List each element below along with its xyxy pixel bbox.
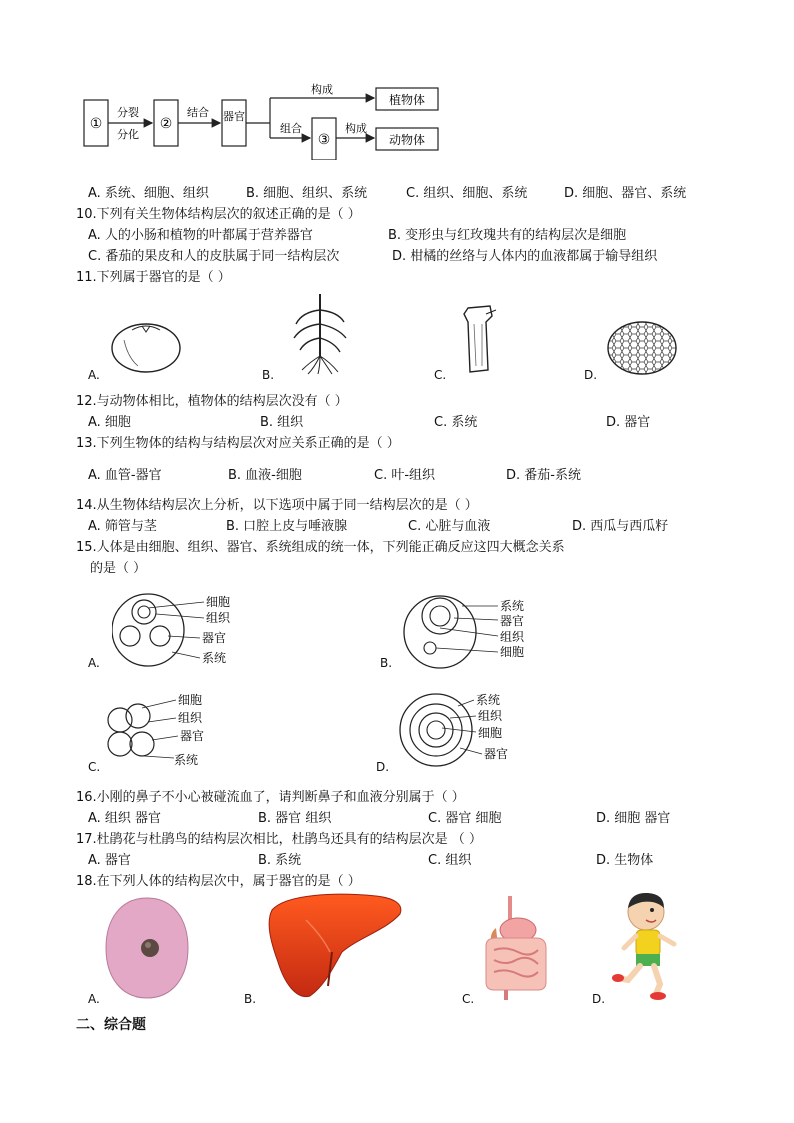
diagram-c-cell: 细胞 xyxy=(178,693,203,707)
flow-edge-combine: 组合 xyxy=(280,122,302,135)
diagram-b-tissue: 组织 xyxy=(500,630,525,644)
q13-option-b[interactable]: B. 血液-细胞 xyxy=(228,468,302,483)
q17-option-b[interactable]: B. 系统 xyxy=(258,853,302,868)
flow-edge-top: 构成 xyxy=(311,83,333,96)
flow-box-1-label: ① xyxy=(89,116,103,132)
tomato-outline-icon xyxy=(108,318,184,374)
q11-label-c[interactable]: C. xyxy=(434,368,447,382)
section-2-heading: 二、综合题 xyxy=(76,1017,146,1033)
concept-diagram-d xyxy=(398,692,528,772)
q9-option-c[interactable]: C. 组织、细胞、系统 xyxy=(406,186,528,201)
diagram-c-organ: 器官 xyxy=(180,729,205,743)
concept-diagram-a xyxy=(112,590,272,672)
q16-stem: 16.小刚的鼻子不小心被碰流血了，请判断鼻子和血液分别属于（ ） xyxy=(76,790,465,805)
concept-diagram-c xyxy=(104,690,234,772)
cell-pink-icon xyxy=(104,896,190,1000)
liver-organ-icon xyxy=(266,890,406,1004)
q10-stem: 10.下列有关生物体结构层次的叙述正确的是（ ） xyxy=(76,207,361,222)
diagram-a-organ: 器官 xyxy=(202,631,227,645)
concept-diagram-b xyxy=(402,594,542,674)
q17-option-d[interactable]: D. 生物体 xyxy=(596,853,654,868)
plant-seedling-icon xyxy=(288,290,352,376)
q10-option-a[interactable]: A. 人的小肠和植物的叶都属于营养器官 xyxy=(88,228,313,243)
q14-option-b[interactable]: B. 口腔上皮与唾液腺 xyxy=(226,519,348,534)
q15-label-b[interactable]: B. xyxy=(380,656,393,670)
q15-label-c[interactable]: C. xyxy=(88,760,101,774)
q15-label-a[interactable]: A. xyxy=(88,656,100,670)
q15-stem-line2: 的是（ ） xyxy=(90,561,147,576)
q13-option-a[interactable]: A. 血管-器官 xyxy=(88,468,162,483)
flow-box-organ xyxy=(222,100,246,146)
q12-option-c[interactable]: C. 系统 xyxy=(434,415,478,430)
q17-stem: 17.杜鹃花与杜鹃鸟的结构层次相比，杜鹃鸟还具有的结构层次是 （ ） xyxy=(76,832,482,847)
flow-box-organ-label xyxy=(223,109,245,123)
q16-option-b[interactable]: B. 器官 组织 xyxy=(258,811,332,826)
diagram-b-cell: 细胞 xyxy=(500,645,525,659)
q9-option-d[interactable]: D. 细胞、器官、系统 xyxy=(564,186,687,201)
stem-section-icon xyxy=(456,300,502,376)
q17-option-c[interactable]: C. 组织 xyxy=(428,853,472,868)
q12-option-a[interactable]: A. 细胞 xyxy=(88,415,131,430)
flow-edge2: 结合 xyxy=(187,106,209,119)
q10-option-b[interactable]: B. 变形虫与红玫瑰共有的结构层次是细胞 xyxy=(388,228,627,243)
q13-option-d[interactable]: D. 番茄-系统 xyxy=(506,468,581,483)
q14-option-a[interactable]: A. 筛管与茎 xyxy=(88,519,157,534)
diagram-d-organ: 器官 xyxy=(484,747,509,761)
flow-plant-label: 植物体 xyxy=(388,93,426,107)
flow-animal-label: 动物体 xyxy=(388,133,426,147)
cell-tissue-icon xyxy=(606,320,678,376)
q15-label-d[interactable]: D. xyxy=(376,760,390,774)
structure-flow-diagram xyxy=(78,80,458,160)
q18-label-d[interactable]: D. xyxy=(592,992,606,1006)
q14-option-c[interactable]: C. 心脏与血液 xyxy=(408,519,491,534)
diagram-c-tissue: 组织 xyxy=(178,711,203,725)
q9-option-b[interactable]: B. 细胞、组织、系统 xyxy=(246,186,368,201)
diagram-d-system: 系统 xyxy=(476,693,501,707)
q18-stem: 18.在下列人体的结构层次中，属于器官的是（ ） xyxy=(76,874,361,889)
q11-label-d[interactable]: D. xyxy=(584,368,598,382)
running-boy-icon xyxy=(612,890,686,1002)
diagram-a-tissue: 组织 xyxy=(206,611,231,625)
q13-option-c[interactable]: C. 叶-组织 xyxy=(374,468,436,483)
q12-option-b[interactable]: B. 组织 xyxy=(260,415,304,430)
q12-stem: 12.与动物体相比，植物体的结构层次没有（ ） xyxy=(76,394,348,409)
q11-label-a[interactable]: A. xyxy=(88,368,100,382)
q14-stem: 14.从生物体结构层次上分析，以下选项中属于同一结构层次的是（ ） xyxy=(76,498,478,513)
q11-stem: 11.下列属于器官的是（ ） xyxy=(76,270,231,285)
diagram-d-tissue: 组织 xyxy=(478,709,503,723)
diagram-b-system: 系统 xyxy=(500,599,525,613)
q12-option-d[interactable]: D. 器官 xyxy=(606,415,651,430)
q18-label-b[interactable]: B. xyxy=(244,992,257,1006)
flow-box-2-label: ② xyxy=(159,116,173,132)
diagram-d-cell: 细胞 xyxy=(478,726,503,740)
diagram-b-organ: 器官 xyxy=(500,614,525,628)
diagram-a-cell: 细胞 xyxy=(206,595,231,609)
q16-option-c[interactable]: C. 器官 细胞 xyxy=(428,811,502,826)
flow-edge1-top: 分裂 xyxy=(117,106,139,119)
diagram-c-system: 系统 xyxy=(174,753,199,767)
q18-label-c[interactable]: C. xyxy=(462,992,475,1006)
flow-box-3-label: ③ xyxy=(317,132,331,148)
flow-edge1-bottom: 分化 xyxy=(117,128,139,141)
q16-option-a[interactable]: A. 组织 器官 xyxy=(88,811,162,826)
q16-option-d[interactable]: D. 细胞 器官 xyxy=(596,811,671,826)
q18-label-a[interactable]: A. xyxy=(88,992,100,1006)
q14-option-d[interactable]: D. 西瓜与西瓜籽 xyxy=(572,519,669,534)
flow-edge-bottom: 构成 xyxy=(345,122,367,135)
q10-option-c[interactable]: C. 番茄的果皮和人的皮肤属于同一结构层次 xyxy=(88,249,340,264)
digestive-system-icon xyxy=(476,894,554,1002)
q13-stem: 13.下列生物体的结构与结构层次对应关系正确的是（ ） xyxy=(76,436,400,451)
q15-stem-line1: 15.人体是由细胞、组织、器官、系统组成的统一体，下列能正确反应这四大概念关系 xyxy=(76,540,565,555)
diagram-a-system: 系统 xyxy=(202,651,227,665)
q9-option-a[interactable]: A. 系统、细胞、组织 xyxy=(88,186,209,201)
q10-option-d[interactable]: D. 柑橘的丝络与人体内的血液都属于输导组织 xyxy=(392,249,658,264)
q17-option-a[interactable]: A. 器官 xyxy=(88,853,131,868)
q11-label-b[interactable]: B. xyxy=(262,368,275,382)
flow-organ-text: 器官 xyxy=(223,110,245,123)
